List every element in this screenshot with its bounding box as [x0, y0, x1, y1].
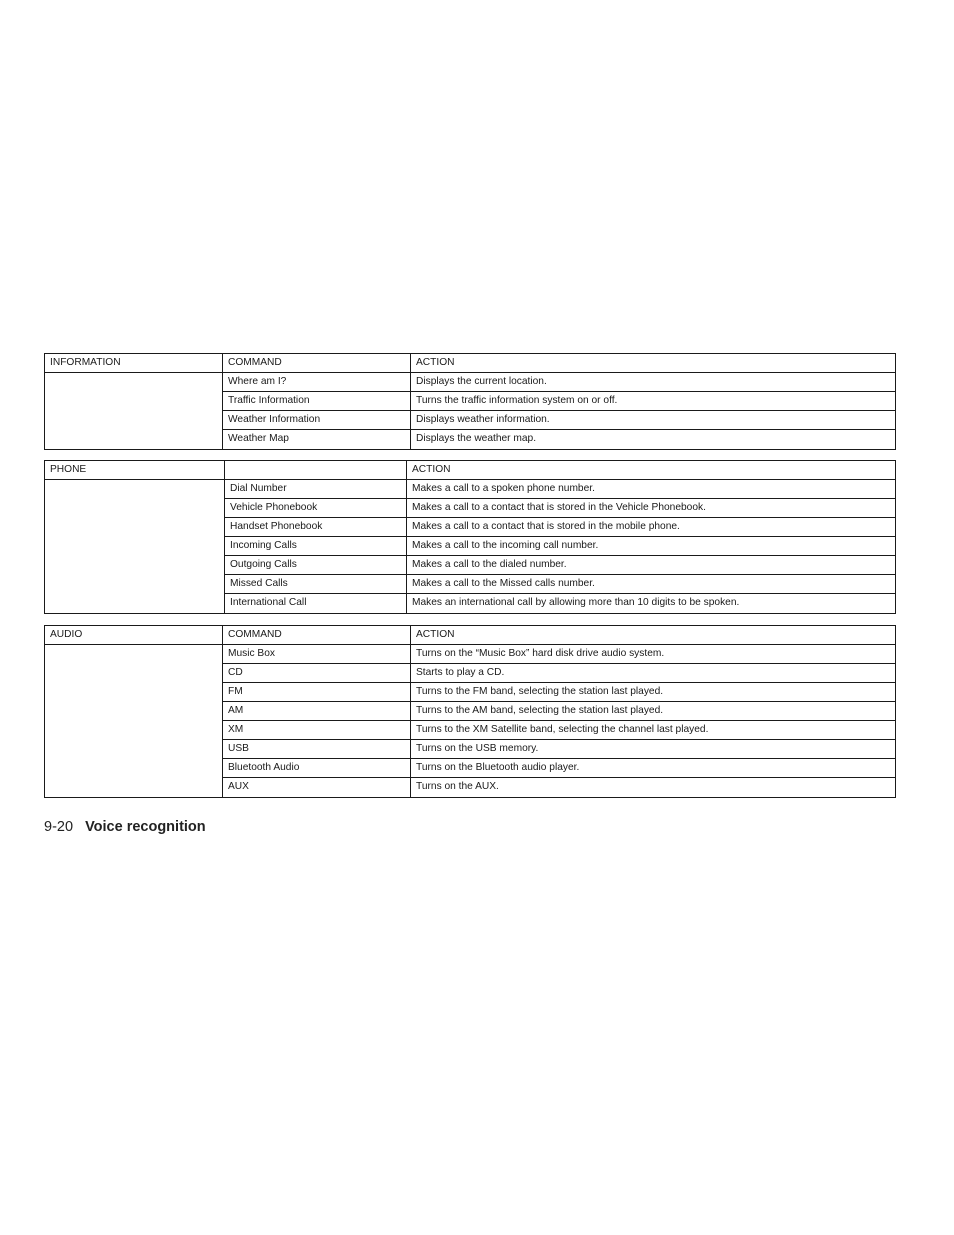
command-cell: Where am I?	[222, 373, 410, 392]
action-cell: Turns on the USB memory.	[410, 740, 895, 759]
command-cell: AM	[222, 702, 410, 721]
command-cell: Music Box	[222, 645, 410, 664]
table-header-category: AUDIO	[45, 626, 222, 645]
command-cell: USB	[222, 740, 410, 759]
action-cell: Turns the traffic information system on or off.	[410, 392, 895, 411]
action-cell: Turns on the “Music Box” hard disk drive audio system.	[410, 645, 895, 664]
command-cell: Missed Calls	[224, 575, 406, 594]
action-cell: Displays weather information.	[410, 411, 895, 430]
action-cell: Makes a call to a contact that is stored in the Vehicle Phonebook.	[406, 499, 895, 518]
command-cell: Handset Phonebook	[224, 518, 406, 537]
command-cell: FM	[222, 683, 410, 702]
table-header-command	[224, 461, 406, 480]
action-cell: Turns to the XM Satellite band, selecting the channel last played.	[410, 721, 895, 740]
command-cell: Traffic Information	[222, 392, 410, 411]
action-cell: Displays the current location.	[410, 373, 895, 392]
action-cell: Makes a call to a spoken phone number.	[406, 480, 895, 499]
action-cell: Turns on the AUX.	[410, 778, 895, 797]
table-header-action: ACTION	[410, 354, 895, 373]
section-title: Voice recognition	[85, 819, 206, 835]
category-spacer	[45, 645, 222, 797]
audio-table	[44, 625, 896, 798]
table-header-category: PHONE	[45, 461, 224, 480]
action-cell: Displays the weather map.	[410, 430, 895, 449]
page-footer	[44, 819, 206, 835]
action-cell: Makes a call to the dialed number.	[406, 556, 895, 575]
command-cell: Weather Map	[222, 430, 410, 449]
category-spacer	[45, 373, 222, 449]
command-cell: Outgoing Calls	[224, 556, 406, 575]
action-cell: Turns on the Bluetooth audio player.	[410, 759, 895, 778]
category-spacer	[45, 480, 224, 613]
table-header-action: ACTION	[410, 626, 895, 645]
command-cell: AUX	[222, 778, 410, 797]
command-cell: International Call	[224, 594, 406, 613]
table-header-action: ACTION	[406, 461, 895, 480]
table-header-command: COMMAND	[222, 354, 410, 373]
action-cell: Turns to the AM band, selecting the station last played.	[410, 702, 895, 721]
command-cell: XM	[222, 721, 410, 740]
action-cell: Turns to the FM band, selecting the station last played.	[410, 683, 895, 702]
table-header-command: COMMAND	[222, 626, 410, 645]
table-header-category: INFORMATION	[45, 354, 222, 373]
command-cell: Bluetooth Audio	[222, 759, 410, 778]
command-cell: CD	[222, 664, 410, 683]
phone-table	[44, 460, 896, 614]
action-cell: Makes a call to the incoming call number.	[406, 537, 895, 556]
action-cell: Makes a call to the Missed calls number.	[406, 575, 895, 594]
command-cell: Weather Information	[222, 411, 410, 430]
information-table	[44, 353, 896, 450]
command-cell: Incoming Calls	[224, 537, 406, 556]
page-number: 9-20	[44, 819, 74, 835]
command-cell: Dial Number	[224, 480, 406, 499]
action-cell: Makes a call to a contact that is stored in the mobile phone.	[406, 518, 895, 537]
action-cell: Makes an international call by allowing more than 10 digits to be spoken.	[406, 594, 895, 613]
action-cell: Starts to play a CD.	[410, 664, 895, 683]
command-cell: Vehicle Phonebook	[224, 499, 406, 518]
